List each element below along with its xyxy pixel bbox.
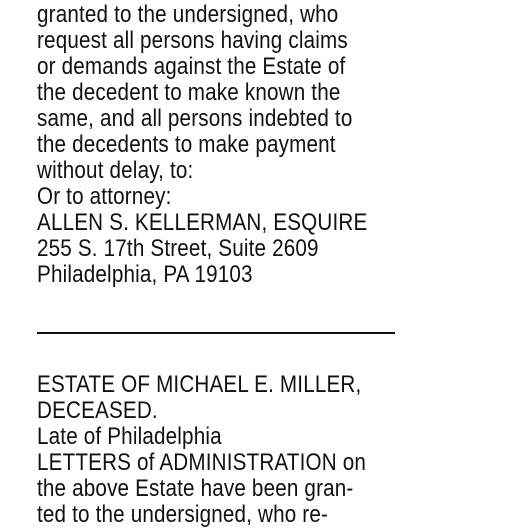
notice-text-line: the decedent to make known the bbox=[37, 79, 341, 106]
attorney-intro-line: Or to attorney: bbox=[37, 183, 172, 210]
attorney-name: ALLEN S. KELLERMAN, ESQUIRE bbox=[37, 209, 368, 236]
attorney-street-address: 255 S. 17th Street, Suite 2609 bbox=[37, 235, 319, 262]
notice-text-line: without delay, to: bbox=[37, 157, 194, 184]
estate-heading: ESTATE OF MICHAEL E. MILLER, bbox=[37, 371, 362, 398]
notice-text-line: or demands against the Estate of bbox=[37, 53, 346, 80]
decedent-residence: Late of Philadelphia bbox=[37, 423, 222, 450]
notice-text-line: granted to the undersigned, who bbox=[37, 1, 339, 28]
notice-text-line: the above Estate have been gran- bbox=[37, 475, 354, 502]
attorney-city-state-zip: Philadelphia, PA 19103 bbox=[37, 261, 253, 288]
notice-separator-rule bbox=[37, 332, 395, 334]
notice-text-line: the decedents to make payment bbox=[37, 131, 336, 158]
notice-text-line: LETTERS of ADMINISTRATION on bbox=[37, 449, 367, 476]
notice-text-line: same, and all persons indebted to bbox=[37, 105, 353, 132]
notice-text-line: request all persons having claims bbox=[37, 27, 348, 54]
notice-text-line-cut-off: ted to the undersigned, who re- bbox=[37, 501, 329, 528]
estate-heading-continued: DECEASED. bbox=[37, 397, 158, 424]
